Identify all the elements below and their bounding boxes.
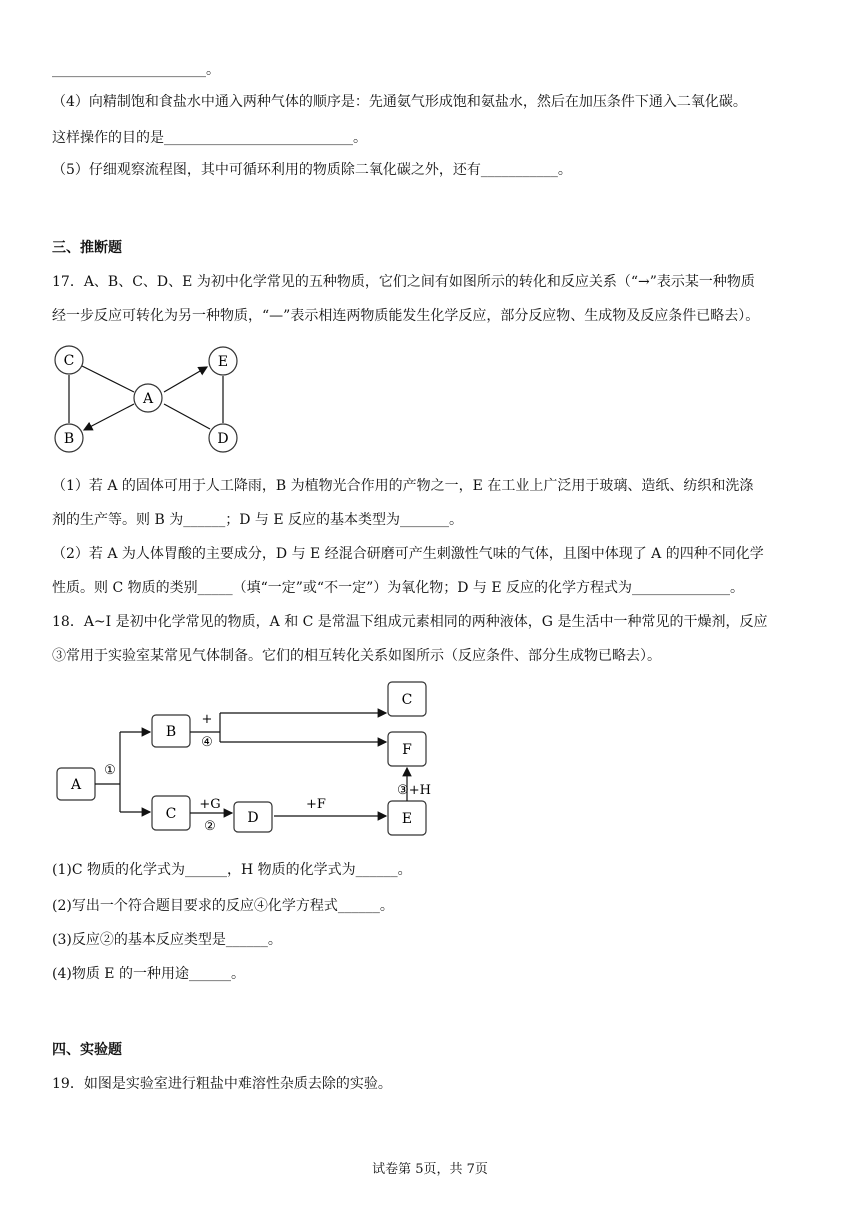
node-d: [209, 424, 237, 452]
plus-g-label: +G: [199, 797, 221, 812]
svg-text:F: F: [402, 742, 412, 758]
edge-a-d: [164, 404, 210, 429]
q17-part2-line-1: （2）若 A 为人体胃酸的主要成分，D 与 E 经混合研磨可产生刺激性气味的气体，且图中体现了 A 的四种不同化学: [52, 546, 764, 562]
q4-line-1: （4）向精制饱和食盐水中通入两种气体的顺序是：先通氨气形成饱和氨盐水，然后在加压条件下通入二氧化碳。: [52, 94, 747, 110]
edge-a-b: [84, 404, 134, 430]
svg-text:A: A: [142, 391, 154, 407]
node-c: [55, 346, 83, 374]
reaction-1-label: ①: [104, 763, 116, 778]
svg-text:C: C: [165, 806, 177, 822]
q19-line: 19．如图是实验室进行粗盐中难溶性杂质去除的实验。: [52, 1076, 392, 1092]
svg-text:C: C: [401, 692, 413, 708]
q18-intro-1: 18．A~I 是初中化学常见的物质，A 和 C 是常温下组成元素相同的两种液体，G 是生活中一种常见的干燥剂，反应: [52, 614, 768, 630]
page-footer: 试卷第 5页，共 7页: [372, 1162, 488, 1177]
svg-text:B: B: [63, 431, 75, 447]
q5-line: （5）仔细观察流程图，其中可循环利用的物质除二氧化碳之外，还有___________。: [52, 162, 572, 178]
svg-text:C: C: [63, 353, 75, 369]
node-e-box: [388, 801, 426, 835]
q18-part3: (3)反应②的基本反应类型是______。: [52, 932, 282, 948]
node-c-top-box: [388, 682, 426, 716]
q17-part2-line-2: 性质。则 C 物质的类别_____（填“一定”或“不一定”）为氧化物；D 与 E 反应的化学方程式为______________。: [52, 580, 745, 596]
q18-flow-diagram: [52, 678, 442, 842]
reaction-3-h-label: ③+H: [397, 783, 431, 798]
q18-part4: (4)物质 E 的一种用途______。: [52, 966, 245, 982]
svg-text:E: E: [401, 811, 413, 827]
svg-text:E: E: [217, 354, 229, 370]
plus-label-b: +: [201, 712, 213, 727]
q18-part2: (2)写出一个符合题目要求的反应④化学方程式______。: [52, 898, 394, 914]
svg-text:D: D: [247, 810, 259, 826]
svg-text:D: D: [217, 431, 229, 447]
node-a-box: [57, 768, 95, 800]
section-3-heading: 三、推断题: [52, 240, 122, 256]
q17-intro-1: 17．A、B、C、D、E 为初中化学常见的五种物质，它们之间有如图所示的转化和反应关系（“→”表示某一种物质: [52, 274, 755, 290]
q17-intro-2: 经一步反应可转化为另一种物质，“—”表示相连两物质能发生化学反应，部分反应物、生成物及反应条件已略去）。: [52, 308, 760, 324]
node-d-box: [234, 802, 272, 832]
svg-text:A: A: [70, 777, 82, 793]
edge-c-a: [82, 366, 134, 392]
q17-relation-diagram: [52, 340, 252, 458]
q4-line-2: 这样操作的目的是___________________________。: [52, 130, 367, 146]
node-b: [55, 424, 83, 452]
q17-part1-line-1: （1）若 A 的固体可用于人工降雨，B 为植物光合作用的产物之一，E 在工业上广泛用于玻璃、造纸、纺织和洗涤: [52, 478, 754, 494]
node-c-bottom-box: [152, 796, 190, 830]
node-a: [134, 384, 162, 412]
blank-top-line: ______________________。: [52, 62, 220, 78]
edge-a-e: [164, 367, 207, 392]
q18-intro-2: ③常用于实验室某常见气体制备。它们的相互转化关系如图所示（反应条件、部分生成物已略去）。: [52, 648, 661, 664]
node-f-box: [388, 732, 426, 766]
plus-f-label: +F: [306, 797, 326, 812]
reaction-4-label: ④: [201, 735, 213, 750]
q17-part1-line-2: 剂的生产等。则 B 为______；D 与 E 反应的基本类型为_______。: [52, 512, 463, 528]
q18-part1: (1)C 物质的化学式为______，H 物质的化学式为______。: [52, 862, 412, 878]
section-4-heading: 四、实验题: [52, 1042, 122, 1058]
node-b-box: [152, 715, 190, 747]
svg-text:B: B: [165, 724, 177, 740]
node-e: [209, 347, 237, 375]
reaction-2-label: ②: [204, 819, 216, 834]
